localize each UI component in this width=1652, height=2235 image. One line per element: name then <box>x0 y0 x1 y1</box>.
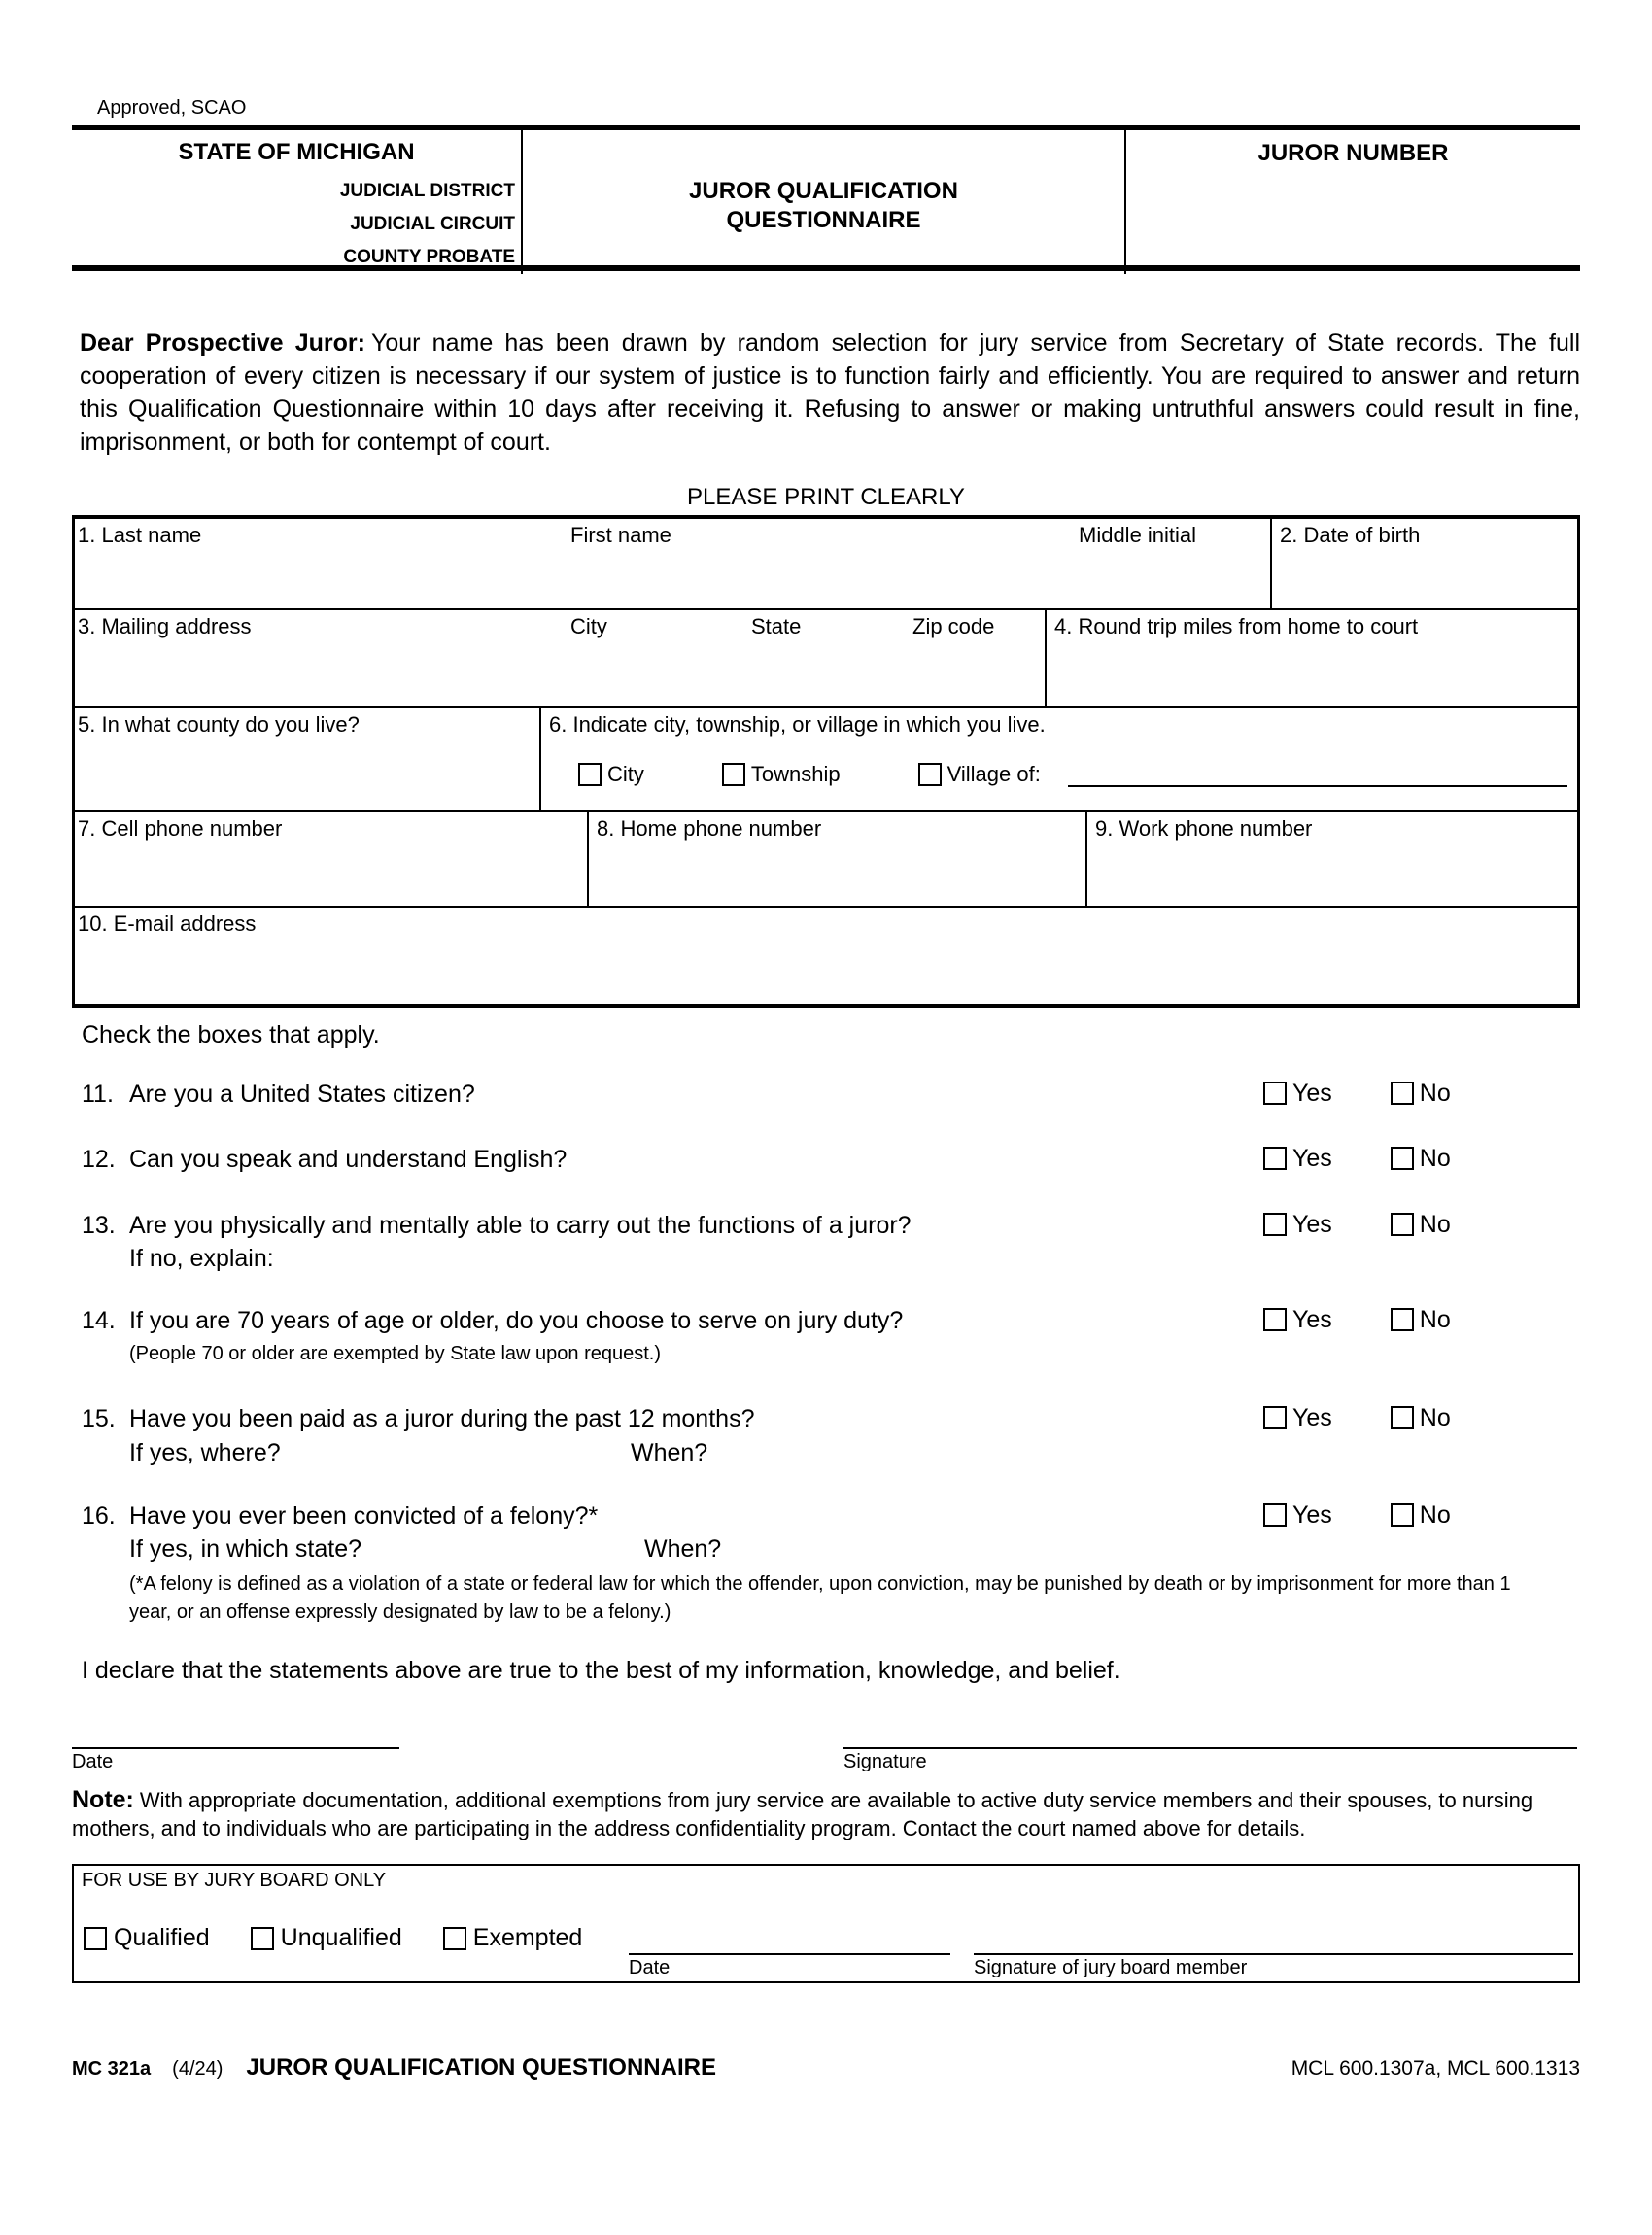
date-line-label: Date <box>72 1751 114 1772</box>
q13-no-checkbox[interactable] <box>1391 1213 1414 1236</box>
check-boxes-instruction: Check the boxes that apply. <box>82 1021 380 1049</box>
court-section <box>72 130 523 274</box>
court-lines <box>72 175 521 274</box>
juror-number-label: JUROR NUMBER <box>1257 140 1449 166</box>
judicial-district-label: JUDICIAL DISTRICT <box>339 181 515 201</box>
unqualified-checkbox[interactable] <box>251 1927 274 1950</box>
email-label: 10. E-mail address <box>78 911 257 936</box>
question-15-number: 15. <box>82 1405 116 1432</box>
county-probate-label: COUNTY PROBATE <box>343 247 515 267</box>
question-12-number: 12. <box>82 1146 116 1173</box>
question-12-answers <box>1263 1145 1451 1172</box>
q15-yes-checkbox[interactable] <box>1263 1406 1287 1429</box>
q15-no-checkbox[interactable] <box>1391 1406 1414 1429</box>
last-name-label: 1. Last name <box>78 523 202 547</box>
note-body: With appropriate documentation, additional exemptions from jury service are available to active duty service members and their spouses, to nursing mothers, and to individuals who are participating in the address confidentiality program. Contact the court named above for details. <box>72 1788 1533 1840</box>
middle-initial-label: Middle initial <box>1079 523 1197 547</box>
declaration-statement: I declare that the statements above are true to the best of my information, knowledge, and belief. <box>82 1657 1120 1684</box>
cell-phone-label: 7. Cell phone number <box>78 816 283 841</box>
no-label: No <box>1419 1145 1451 1172</box>
jury-board-date-label: Date <box>629 1957 671 1978</box>
question-11-text: Are you a United States citizen? <box>129 1081 475 1108</box>
question-15 <box>82 1405 1580 1466</box>
felony-footnote: (*A felony is defined as a violation of a state or federal law for which the offender, upon conviction, may be punished by death or by imprisonment for more than 1 year, or an offense expressly designated by law to be a felony.) <box>129 1573 1511 1623</box>
county-label: 5. In what county do you live? <box>78 712 360 737</box>
question-15-answers <box>1263 1404 1451 1431</box>
no-label: No <box>1419 1404 1451 1431</box>
form-title-cell <box>523 130 1126 274</box>
question-15-where-label: If yes, where? <box>129 1439 281 1466</box>
question-15-sub[interactable] <box>129 1439 1580 1466</box>
question-16-state-label: If yes, in which state? <box>129 1535 362 1563</box>
juror-number-cell[interactable] <box>1126 130 1580 274</box>
municipality-label: 6. Indicate city, township, or village in which you live. <box>549 712 1046 737</box>
exempted-checkbox[interactable] <box>443 1927 466 1950</box>
municipality-options <box>578 762 1567 787</box>
no-label: No <box>1419 1306 1451 1333</box>
village-name-line[interactable] <box>1068 762 1567 787</box>
approved-scao-label: Approved, SCAO <box>97 97 247 119</box>
qualified-checkbox[interactable] <box>84 1927 107 1950</box>
q11-yes-checkbox[interactable] <box>1263 1082 1287 1105</box>
question-16-sub[interactable] <box>129 1535 1580 1563</box>
row-county-municipality[interactable] <box>75 708 1577 812</box>
signature-section <box>72 1739 1580 1782</box>
column-divider <box>587 812 589 906</box>
no-label: No <box>1419 1080 1451 1107</box>
print-clearly-heading: PLEASE PRINT CLEARLY <box>687 484 965 510</box>
question-12 <box>82 1146 1580 1173</box>
question-12-text: Can you speak and understand English? <box>129 1146 568 1173</box>
village-option-label: Village of: <box>946 762 1041 786</box>
form-footer <box>72 2054 1580 2081</box>
question-16-number: 16. <box>82 1502 116 1530</box>
row-name-fields[interactable] <box>75 519 1577 610</box>
question-16-answers <box>1263 1501 1451 1529</box>
q16-yes-checkbox[interactable] <box>1263 1503 1287 1527</box>
personal-info-table <box>72 515 1580 1008</box>
township-option-label: Township <box>750 762 841 786</box>
first-name-label: First name <box>570 523 671 547</box>
yes-label: Yes <box>1292 1080 1332 1107</box>
form-revision: (4/24) <box>172 2058 224 2080</box>
question-11 <box>82 1081 1580 1108</box>
village-checkbox[interactable] <box>918 763 942 786</box>
jury-board-section <box>72 1864 1580 1983</box>
city-label: City <box>570 614 607 638</box>
jury-board-options <box>84 1924 582 1952</box>
intro-lead: Dear Prospective Juror: <box>80 329 365 357</box>
question-16-text: Have you ever been convicted of a felony?* <box>129 1502 599 1530</box>
jury-board-date-line[interactable] <box>629 1953 950 1979</box>
question-13-number: 13. <box>82 1212 116 1239</box>
intro-body: Your name has been drawn by random selection for jury service from Secretary of State records. The full cooperation of every citizen is necessary if our system of justice is to function fairly and efficiently. You are required to answer and return this Qualification Questionnaire within 10 days after receiving it. Refusing to answer or making untruthful answers could result in fine, imprisonment, or both for contempt of court. <box>80 329 1580 456</box>
question-13-answers <box>1263 1211 1451 1238</box>
work-phone-label: 9. Work phone number <box>1095 816 1313 841</box>
yes-label: Yes <box>1292 1306 1332 1333</box>
no-label: No <box>1419 1211 1451 1238</box>
column-divider <box>1270 519 1272 608</box>
form-code: MC 321a <box>72 2058 152 2080</box>
question-14 <box>82 1307 1580 1365</box>
q14-yes-checkbox[interactable] <box>1263 1308 1287 1331</box>
jury-board-signature-line[interactable] <box>974 1953 1573 1979</box>
question-13 <box>82 1212 1580 1272</box>
state-title: STATE OF MICHIGAN <box>178 139 415 165</box>
question-13-text: Are you physically and mentally able to carry out the functions of a juror? <box>129 1212 912 1239</box>
date-of-birth-label: 2. Date of birth <box>1280 523 1421 547</box>
jury-board-signature-label: Signature of jury board member <box>974 1957 1248 1978</box>
question-14-text: If you are 70 years of age or older, do you choose to serve on jury duty? <box>129 1307 904 1334</box>
mailing-address-label: 3. Mailing address <box>78 614 252 638</box>
question-11-answers <box>1263 1080 1451 1107</box>
q14-no-checkbox[interactable] <box>1391 1308 1414 1331</box>
city-option-label: City <box>607 762 644 786</box>
statute-citation: MCL 600.1307a, MCL 600.1313 <box>1291 2057 1580 2080</box>
question-11-number: 11. <box>82 1081 114 1108</box>
city-checkbox[interactable] <box>578 763 602 786</box>
question-16-when-label: When? <box>644 1535 722 1563</box>
question-14-number: 14. <box>82 1307 116 1334</box>
zip-code-label: Zip code <box>912 614 995 638</box>
yes-label: Yes <box>1292 1404 1332 1431</box>
yes-label: Yes <box>1292 1145 1332 1172</box>
form-header <box>72 125 1580 271</box>
question-13-sub[interactable]: If no, explain: <box>129 1245 274 1272</box>
column-divider <box>539 708 541 810</box>
q13-yes-checkbox[interactable] <box>1263 1213 1287 1236</box>
yes-label: Yes <box>1292 1501 1332 1529</box>
signature-line[interactable] <box>843 1747 1577 1773</box>
column-divider <box>1045 610 1047 706</box>
footer-form-title: JUROR QUALIFICATION QUESTIONNAIRE <box>246 2054 716 2080</box>
row-address-fields[interactable] <box>75 610 1577 708</box>
q12-no-checkbox[interactable] <box>1391 1147 1414 1170</box>
question-16 <box>82 1502 1580 1627</box>
signature-line-label: Signature <box>843 1751 927 1772</box>
row-email[interactable] <box>75 908 1577 1004</box>
home-phone-label: 8. Home phone number <box>597 816 822 841</box>
unqualified-label: Unqualified <box>280 1924 402 1951</box>
exempted-label: Exempted <box>472 1924 583 1951</box>
form-title-line2: QUESTIONNAIRE <box>726 207 921 233</box>
judicial-circuit-label: JUDICIAL CIRCUIT <box>350 214 515 234</box>
question-14-note: (People 70 or older are exempted by State law upon request.) <box>129 1343 661 1364</box>
q16-no-checkbox[interactable] <box>1391 1503 1414 1527</box>
juror-questionnaire-page <box>0 97 1652 2081</box>
no-label: No <box>1419 1501 1451 1529</box>
state-label: State <box>751 614 802 638</box>
q12-yes-checkbox[interactable] <box>1263 1147 1287 1170</box>
round-trip-miles-label: 4. Round trip miles from home to court <box>1054 614 1419 638</box>
row-phone-numbers[interactable] <box>75 812 1577 908</box>
date-line[interactable] <box>72 1747 399 1773</box>
form-title-line1: JUROR QUALIFICATION <box>689 178 958 204</box>
column-divider <box>1085 812 1087 906</box>
question-15-text: Have you been paid as a juror during the past 12 months? <box>129 1405 755 1432</box>
question-15-when-label: When? <box>631 1439 708 1466</box>
intro-paragraph <box>80 327 1580 459</box>
qualified-label: Qualified <box>114 1924 210 1951</box>
note-lead: Note: <box>72 1786 134 1813</box>
question-14-answers <box>1263 1306 1451 1333</box>
yes-label: Yes <box>1292 1211 1332 1238</box>
jury-board-title: FOR USE BY JURY BOARD ONLY <box>82 1870 387 1891</box>
exemption-note <box>72 1786 1580 1842</box>
q11-no-checkbox[interactable] <box>1391 1082 1414 1105</box>
township-checkbox[interactable] <box>722 763 745 786</box>
